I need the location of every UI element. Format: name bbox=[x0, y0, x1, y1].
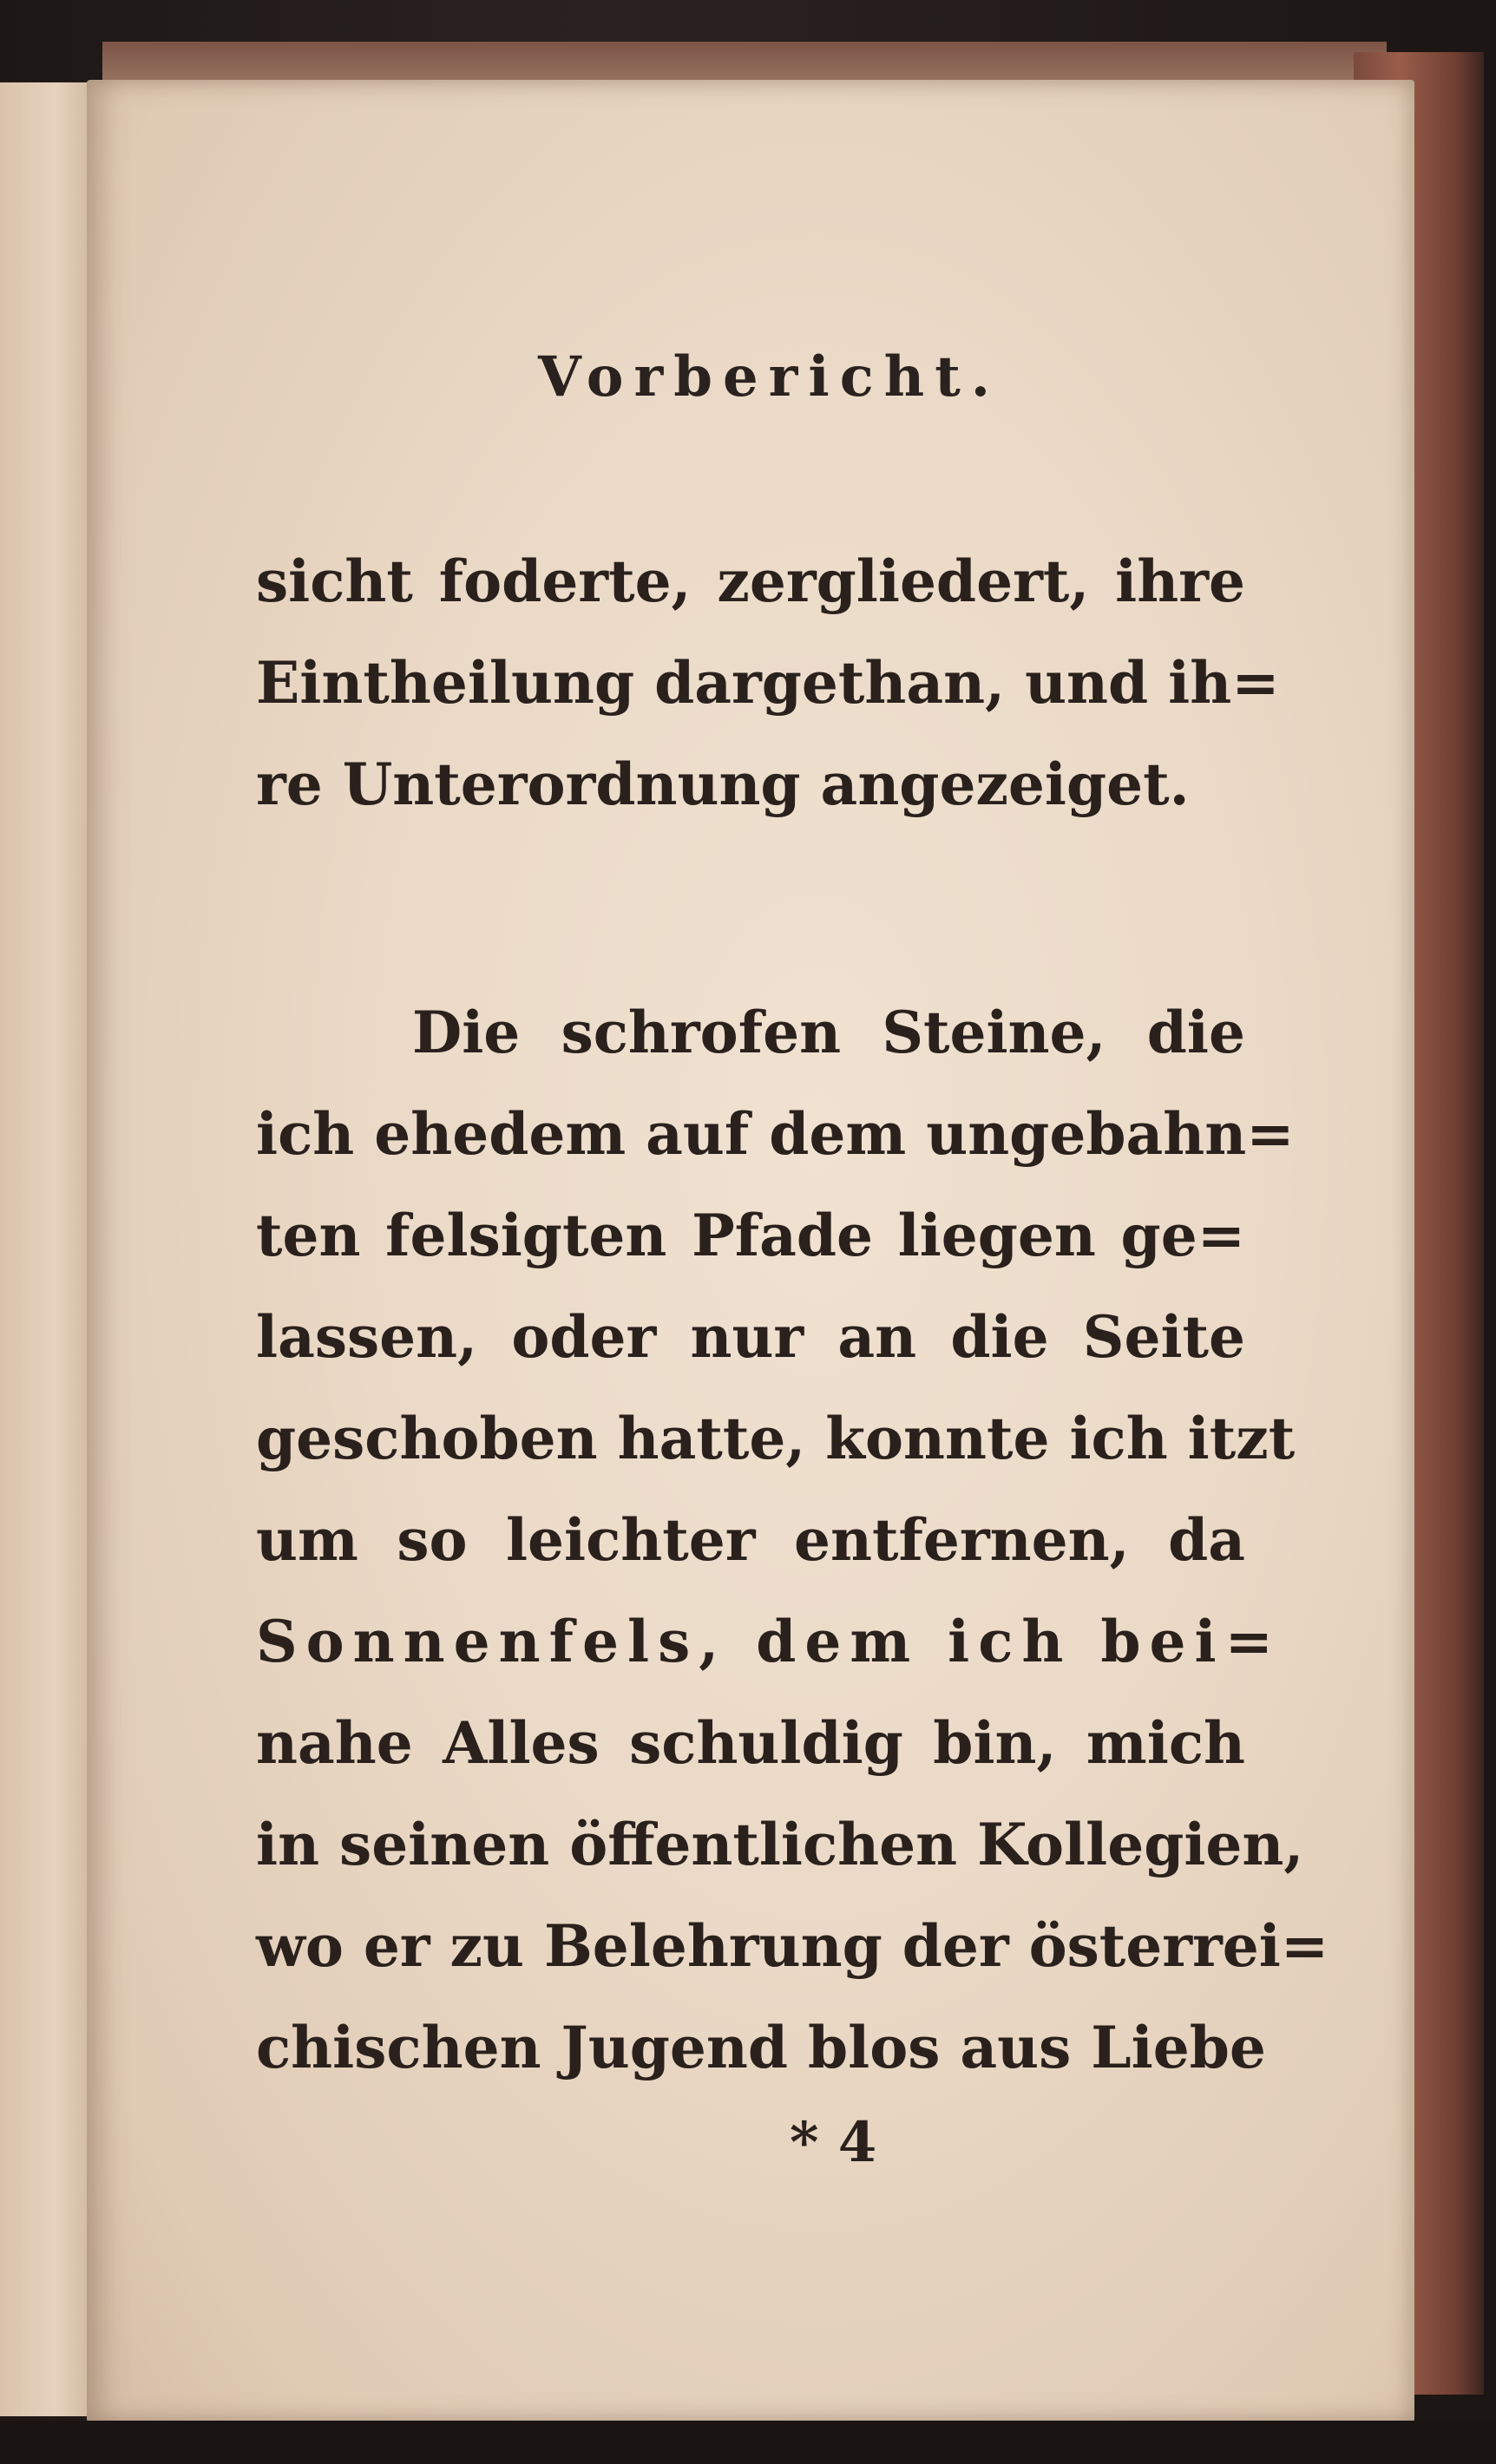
text-line: Die schrofen Steine, die bbox=[412, 999, 1245, 1066]
paragraph-1 bbox=[256, 531, 1280, 836]
signature-mark: * 4 bbox=[790, 2110, 877, 2175]
text-line: lassen, oder nur an die Seite bbox=[256, 1303, 1245, 1371]
text-line: re Unterordnung angezeiget. bbox=[256, 750, 1190, 818]
book-page bbox=[87, 80, 1414, 2422]
text-line: Sonnenfels, dem ich bei= bbox=[256, 1608, 1282, 1675]
page-content bbox=[87, 80, 1414, 2422]
text-line: sicht foderte, zergliedert, ihre bbox=[256, 547, 1245, 615]
text-line: um so leichter entfernen, da bbox=[256, 1506, 1245, 1574]
paragraph-2 bbox=[256, 982, 1329, 2099]
text-line: nahe Alles schuldig bin, mich bbox=[256, 1709, 1245, 1777]
text-line: chischen Jugend blos aus Liebe bbox=[256, 2014, 1266, 2081]
running-head: Vorbericht. bbox=[538, 344, 1001, 410]
text-line: Eintheilung dargethan, und ih= bbox=[256, 649, 1280, 717]
text-line: ten felsigten Pfade liegen ge= bbox=[256, 1202, 1245, 1269]
text-line: ich ehedem auf dem ungebahn= bbox=[256, 1100, 1295, 1168]
text-line: in seinen öffentlichen Kollegien, bbox=[256, 1811, 1304, 1878]
text-line: geschoben hatte, konnte ich itzt bbox=[256, 1405, 1296, 1472]
scan-bottom-edge bbox=[0, 2421, 1496, 2464]
text-line: wo er zu Belehrung der österrei= bbox=[256, 1912, 1329, 1980]
